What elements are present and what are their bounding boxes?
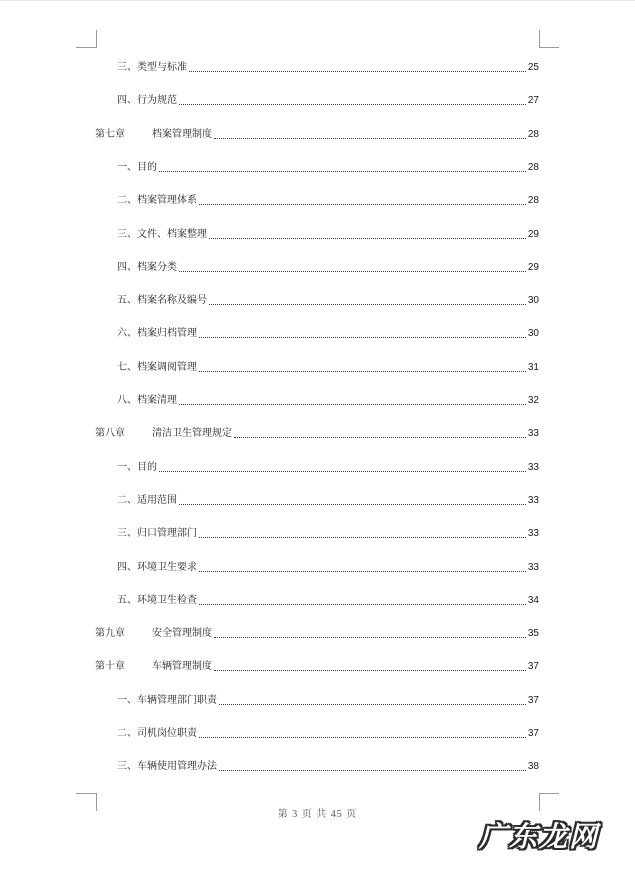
toc-page-number: 33 — [527, 495, 539, 506]
toc-chapter-title: 车辆管理制度 — [152, 661, 212, 672]
toc-chapter-number: 第七章 — [95, 129, 125, 140]
toc-page-number: 27 — [527, 95, 539, 106]
toc-page-number: 29 — [527, 262, 539, 273]
toc-page-number: 28 — [527, 162, 539, 173]
toc-dot-leader — [199, 571, 526, 572]
toc-entry-label: 五、档案名称及编号 — [117, 295, 207, 306]
toc-section-entry[interactable] — [117, 724, 539, 740]
toc-section-entry[interactable] — [117, 191, 539, 207]
toc-dot-leader — [214, 670, 526, 671]
toc-page-number: 30 — [527, 295, 539, 306]
toc-section-entry[interactable] — [117, 391, 539, 407]
toc-entry-label: 二、司机岗位职责 — [117, 728, 197, 739]
toc-section-entry[interactable] — [117, 558, 539, 574]
toc-dot-leader — [199, 737, 526, 738]
toc-dot-leader — [199, 371, 526, 372]
toc-chapter-number: 第九章 — [95, 628, 125, 639]
toc-section-entry[interactable] — [117, 158, 539, 174]
toc-page-number: 33 — [527, 428, 539, 439]
toc-page-number: 25 — [527, 62, 539, 73]
toc-page-number: 29 — [527, 229, 539, 240]
toc-page-number: 34 — [527, 595, 539, 606]
watermark-logo: 广东龙网 — [478, 820, 599, 853]
toc-entry-label: 四、档案分类 — [117, 262, 177, 273]
toc-dot-leader — [209, 304, 526, 305]
toc-page-number: 31 — [527, 362, 539, 373]
toc-section-entry[interactable] — [117, 258, 539, 274]
page-footer: 第 3 页 共 45 页 — [277, 809, 358, 820]
toc-entry-label: 三、归口管理部门 — [117, 528, 197, 539]
toc-entry-label — [95, 628, 212, 640]
toc-page-number: 30 — [527, 328, 539, 339]
toc-page-number: 32 — [527, 395, 539, 406]
toc-dot-leader — [179, 271, 526, 272]
toc-section-entry[interactable] — [117, 591, 539, 607]
toc-dot-leader — [179, 104, 526, 105]
toc-dot-leader — [159, 171, 526, 172]
toc-entry-label: 三、类型与标准 — [117, 62, 187, 73]
toc-dot-leader — [199, 337, 526, 338]
toc-entry-label: 六、档案归档管理 — [117, 328, 197, 339]
toc-section-entry[interactable] — [117, 524, 539, 540]
toc-entry-label: 一、目的 — [117, 162, 157, 173]
toc-section-entry[interactable] — [117, 324, 539, 340]
toc-page-number: 35 — [527, 628, 539, 639]
toc-page-number: 28 — [527, 195, 539, 206]
toc-chapter-entry[interactable] — [95, 125, 539, 141]
toc-entry-label: 三、车辆使用管理办法 — [117, 761, 217, 772]
toc-chapter-title: 安全管理制度 — [152, 628, 212, 639]
toc-page-number: 38 — [527, 761, 539, 772]
toc-chapter-title: 清洁卫生管理规定 — [152, 428, 232, 439]
toc-entry-label: 二、档案管理体系 — [117, 195, 197, 206]
page-top-edge — [0, 0, 635, 1]
toc-dot-leader — [179, 404, 526, 405]
toc-page-number: 28 — [527, 129, 539, 140]
toc-section-entry[interactable] — [117, 225, 539, 241]
toc-entry-label: 七、档案调阅管理 — [117, 362, 197, 373]
toc-dot-leader — [219, 704, 526, 705]
toc-section-entry[interactable] — [117, 691, 539, 707]
toc-dot-leader — [214, 138, 526, 139]
toc-dot-leader — [209, 238, 526, 239]
toc-entry-label: 五、环境卫生检查 — [117, 595, 197, 606]
toc-dot-leader — [219, 770, 526, 771]
toc-chapter-entry[interactable] — [95, 624, 539, 640]
toc-entry-label: 二、适用范围 — [117, 495, 177, 506]
toc-section-entry[interactable] — [117, 458, 539, 474]
toc-page-number: 37 — [527, 728, 539, 739]
toc-page-number: 33 — [527, 462, 539, 473]
toc-dot-leader — [199, 204, 526, 205]
toc-entry-label: 四、环境卫生要求 — [117, 562, 197, 573]
toc-page-number: 33 — [527, 562, 539, 573]
toc-entry-label — [95, 428, 232, 440]
toc-chapter-number: 第八章 — [95, 428, 125, 439]
toc-dot-leader — [179, 504, 526, 505]
toc-entry-label: 八、档案清理 — [117, 395, 177, 406]
toc-dot-leader — [199, 604, 526, 605]
toc-section-entry[interactable] — [117, 58, 539, 74]
toc-section-entry[interactable] — [117, 91, 539, 107]
toc-chapter-title: 档案管理制度 — [152, 129, 212, 140]
toc-dot-leader — [189, 71, 526, 72]
toc-entry-label: 一、目的 — [117, 462, 157, 473]
toc-entry-label — [95, 661, 212, 673]
toc-dot-leader — [199, 537, 526, 538]
toc-page-number: 37 — [527, 661, 539, 672]
toc-entry-label: 四、行为规范 — [117, 95, 177, 106]
toc-entry-label: 一、车辆管理部门职责 — [117, 695, 217, 706]
toc-chapter-entry[interactable] — [95, 657, 539, 673]
toc-entry-label — [95, 129, 212, 141]
toc-section-entry[interactable] — [117, 291, 539, 307]
toc-dot-leader — [214, 637, 526, 638]
toc-page-number: 37 — [527, 695, 539, 706]
toc-dot-leader — [234, 437, 526, 438]
toc-entry-label: 三、文件、档案整理 — [117, 229, 207, 240]
toc-chapter-number: 第十章 — [95, 661, 125, 672]
toc-page-number: 33 — [527, 528, 539, 539]
toc-section-entry[interactable] — [117, 757, 539, 773]
toc-section-entry[interactable] — [117, 491, 539, 507]
toc-dot-leader — [159, 471, 526, 472]
toc-section-entry[interactable] — [117, 358, 539, 374]
toc-chapter-entry[interactable] — [95, 424, 539, 440]
